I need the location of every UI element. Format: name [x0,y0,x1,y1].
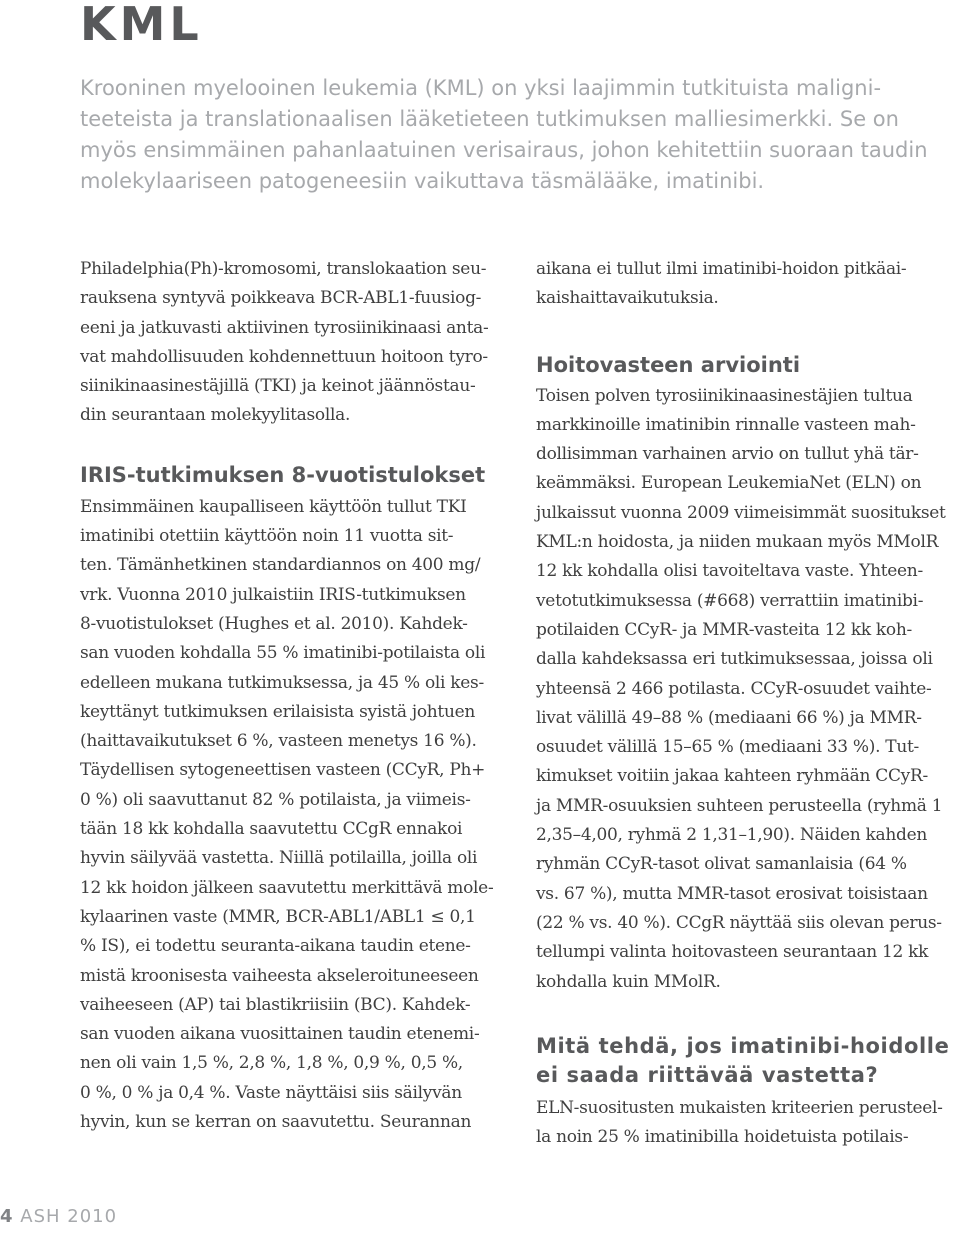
right-column [536,255,960,1152]
text-line: Toisen polven tyrosiinikinaasinestäjien tultua [536,385,913,406]
lead-paragraph [80,73,960,197]
text-line: vaiheeseen (AP) tai blastikriisiin (BC). Kahdek- [80,994,471,1015]
text-line: la noin 25 % imatinibilla hoidetuista potilais- [536,1127,909,1148]
text-line: tellumpi valinta hoitovasteen seurantaan 12 kk [536,942,929,963]
text-line: osuudet välillä 15–65 % (mediaani 33 %). Tut- [536,737,919,758]
text-line: julkaissut vuonna 2009 viimeisimmät suositukset [536,502,946,523]
lead-line: myös ensimmäinen pahanlaatuinen verisairaus, johon kehitettiin suoraan taudin [80,138,928,162]
text-line: kimukset voitiin jakaa kahteen ryhmään CCyR- [536,766,928,787]
text-line: rauksena syntyvä poikkeava BCR-ABL1-fuusiog- [80,288,482,309]
text-line: 0 %) oli saavuttanut 82 % potilaista, ja viimeis- [80,789,471,810]
text-line: ELN-suositusten mukaisten kriteerien perusteel- [536,1097,943,1118]
text-line: ja MMR-osuuksien suhteen perusteella (ryhmä 1 [536,795,943,816]
text-line: keämmäksi. European LeukemiaNet (ELN) on [536,473,922,494]
text-line: (haittavaikutukset 6 %, vasteen menetys 16 %). [80,731,477,752]
text-line: vs. 67 %), mutta MMR-tasot erosivat toisistaan [536,883,928,904]
publication-name: ASH 2010 [20,1206,118,1227]
lead-line: teeteista ja translationaalisen lääketieteen tutkimuksen malliesimerkki. Se on [80,107,899,131]
left-column [80,255,510,1137]
text-line: din seurantaan molekyylitasolla. [80,405,351,426]
text-line: edelleen mukana tutkimuksessa, ja 45 % oli kes- [80,672,484,693]
text-line: Täydellisen sytogeneettisen vasteen (CCyR, Ph+ [80,760,486,781]
text-line: % IS), ei todettu seuranta-aikana taudin etene- [80,936,471,957]
hoitovaste-body-paragraph [536,382,960,997]
text-line: keyttänyt tutkimuksen erilaisista syistä johtuen [80,701,476,722]
text-line: dollisimman varhainen arvio on tullut yhä tär- [536,444,919,465]
text-line: vrk. Vuonna 2010 julkaistiin IRIS-tutkimuksen [80,584,466,605]
page-footer [0,1206,117,1227]
text-line: potilaiden CCyR- ja MMR-vasteita 12 kk koh- [536,619,912,640]
text-line: imatinibi otettiin käyttöön noin 11 vuotta sit- [80,526,454,547]
text-line: san vuoden aikana vuosittainen taudin etenemi- [80,1024,480,1045]
intro-paragraph [80,255,510,431]
text-line: 2,35–4,00, ryhmä 2 1,31–1,90). Näiden kahden [536,825,928,846]
text-line: 8-vuotistulokset (Hughes et al. 2010). Kahdek- [80,613,468,634]
section-heading-mita-tehda [536,1032,960,1090]
iris-body-paragraph [80,493,510,1138]
text-line: KML:n hoidosta, ja niiden mukaan myös MMolR [536,532,939,553]
text-line: 0 %, 0 % ja 0,4 %. Vaste näyttäisi siis säilyvän [80,1082,462,1103]
text-line: ten. Tämänhetkinen standardiannos on 400 mg/ [80,555,481,576]
page-title: KML [80,0,203,51]
lead-line: molekylaariseen patogeneesiin vaikuttava täsmälääke, imatinibi. [80,169,765,193]
page-number: 4 [0,1206,14,1227]
text-line: 12 kk kohdalla olisi tavoiteltava vaste. Yhteen- [536,561,923,582]
text-line: Ensimmäinen kaupalliseen käyttöön tullut TKI [80,496,467,517]
text-line: livat välillä 49–88 % (mediaani 66 %) ja MMR- [536,707,922,728]
text-line: tään 18 kk kohdalla saavutettu CCgR ennakoi [80,819,463,840]
lead-line: Krooninen myelooinen leukemia (KML) on yksi laajimmin tutkituista maligni- [80,76,882,100]
text-line: eeni ja jatkuvasti aktiivinen tyrosiinikinaasi anta- [80,317,489,338]
text-line: markkinoille imatinibin rinnalle vasteen mah- [536,414,916,435]
mita-tehda-body-paragraph [536,1094,960,1153]
text-line: yhteensä 2 466 potilasta. CCyR-osuudet vaihte- [536,678,932,699]
text-line: hyvin säilyvää vastetta. Niillä potilailla, joilla oli [80,848,478,869]
heading-line: ei saada riittävää vastetta? [536,1062,879,1087]
text-line: nen oli vain 1,5 %, 2,8 %, 1,8 %, 0,9 %, 0,5 %, [80,1053,463,1074]
section-heading-hoitovasteen-arviointi: Hoitovasteen arviointi [536,352,801,377]
text-line: (22 % vs. 40 %). CCgR näyttää siis olevan perus- [536,912,942,933]
text-line: kaishaittavaikutuksia. [536,288,719,309]
text-line: vetotutkimuksessa (#668) verrattiin imatinibi- [536,590,924,611]
text-line: 12 kk hoidon jälkeen saavutettu merkittävä mole- [80,877,494,898]
text-line: Philadelphia(Ph)-kromosomi, translokaation seu- [80,259,487,279]
heading-line: Mitä tehdä, jos imatinibi-hoidolle [536,1033,950,1058]
text-line: vat mahdollisuuden kohdennettuun hoitoon tyro- [80,346,488,367]
text-line: mistä kroonisesta vaiheesta akseleroituneeseen [80,965,479,986]
text-line: san vuoden kohdalla 55 % imatinibi-potilaista oli [80,643,486,664]
text-line: siinikinaasinestäjillä (TKI) ja keinot jäännöstau- [80,376,476,397]
section-heading-iris: IRIS-tutkimuksen 8-vuotistulokset [80,462,486,487]
text-line: kohdalla kuin MMolR. [536,971,721,992]
text-line: kylaarinen vaste (MMR, BCR-ABL1/ABL1 ≤ 0,1 [80,906,476,927]
text-line: dalla kahdeksassa eri tutkimuksessaa, joissa oli [536,649,933,670]
text-line: aikana ei tullut ilmi imatinibi-hoidon pitkäai- [536,259,907,279]
text-line: hyvin, kun se kerran on saavutettu. Seurannan [80,1112,472,1133]
text-line: ryhmän CCyR-tasot olivat samanlaisia (64 % [536,854,907,875]
continued-paragraph [536,255,960,314]
